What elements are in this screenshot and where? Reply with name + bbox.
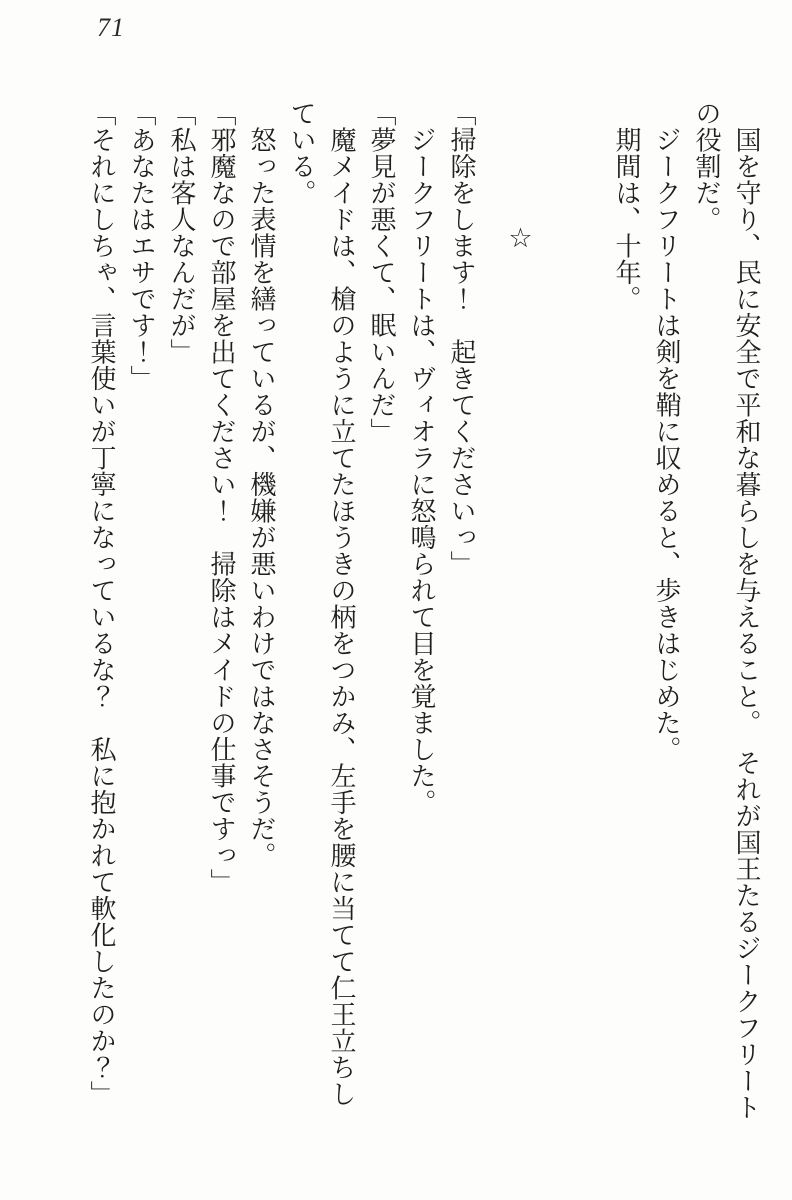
text-line: ている。	[287, 100, 316, 206]
text-line: の役割だ。	[692, 100, 721, 233]
text-line: 怒った表情を繕っているが、機嫌が悪いわけではなさそうだ。	[247, 100, 276, 869]
text-line: 「掃除をします！ 起きてくださいっ」	[447, 100, 476, 577]
text-line: 「邪魔なので部屋を出てください！ 掃除はメイドの仕事ですっ」	[207, 100, 236, 895]
scene-break-star: ☆	[506, 223, 536, 255]
text-line: ジークフリートは剣を鞘に収めると、歩きはじめた。	[652, 100, 681, 763]
page-text	[81, 100, 766, 1148]
text-line: 国を守り、民に安全で平和な暮らしを与えること。 それが国王たるジークフリート	[732, 100, 761, 1121]
text-line: ジークフリートは、ヴィオラに怒鳴られて目を覚ました。	[407, 100, 436, 816]
text-line: 「夢見が悪くて、眠いんだ」	[367, 100, 396, 445]
text-line: 「あなたはエサです！」	[127, 100, 156, 392]
text-line: 「それにしちゃ、言葉使いが丁寧になっているな？ 私に抱かれて軟化したのか？」	[87, 100, 116, 1107]
page-number: 71	[97, 13, 125, 42]
blank-line	[481, 100, 501, 1148]
blank-line	[541, 100, 606, 1148]
text-line: 「私は客人なんだが」	[167, 100, 196, 365]
text-line: 期間は、十年。	[612, 100, 641, 312]
text-line: 魔メイドは、槍のように立てたほうきの柄をつかみ、左手を腰に当てて仁王立ちし	[327, 100, 356, 1107]
